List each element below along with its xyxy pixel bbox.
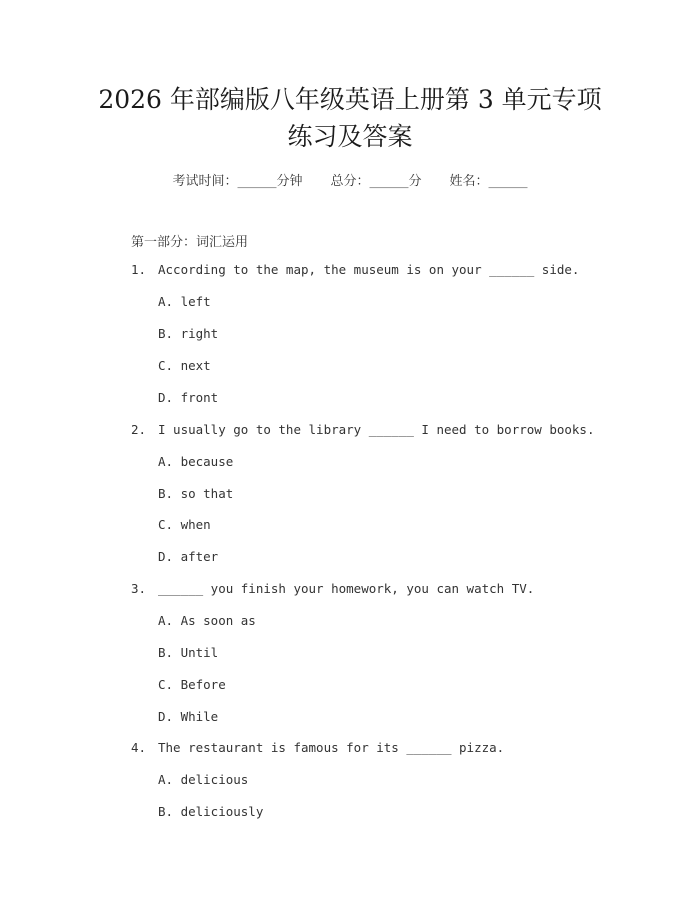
section-title: 第一部分：词汇运用 [131, 235, 249, 250]
option: C. Before [158, 677, 226, 692]
option: A. because [158, 454, 234, 469]
exam-total-score: 总分：______分 [330, 174, 422, 189]
document-title-line-2: 练习及答案 [287, 122, 413, 151]
exam-time: 考试时间：______分钟 [172, 174, 303, 189]
question-number: 1. [131, 262, 147, 277]
option: A. delicious [158, 772, 249, 787]
exam-info [0, 170, 700, 189]
student-name: 姓名：______ [449, 174, 528, 189]
option: A. left [158, 294, 211, 309]
option: D. after [158, 549, 219, 564]
option: B. deliciously [158, 804, 264, 819]
option: B. Until [158, 645, 219, 660]
question-number: 4. [131, 740, 147, 755]
question-number: 2. [131, 422, 147, 437]
option: D. While [158, 709, 219, 724]
question-text: ______ you finish your homework, you can watch TV. [158, 581, 535, 596]
document-title-line-1: 2026 年部编版八年级英语上册第 3 单元专项 [98, 85, 602, 114]
question-number: 3. [131, 581, 147, 596]
option: B. so that [158, 486, 234, 501]
option: A. As soon as [158, 613, 256, 628]
option: D. front [158, 390, 219, 405]
option: C. next [158, 358, 211, 373]
question-text: I usually go to the library ______ I need to borrow books. [158, 422, 595, 437]
question-text: According to the map, the museum is on your ______ side. [158, 262, 580, 277]
option: B. right [158, 326, 219, 341]
option: C. when [158, 517, 211, 532]
question-text: The restaurant is famous for its ______ pizza. [158, 740, 505, 755]
